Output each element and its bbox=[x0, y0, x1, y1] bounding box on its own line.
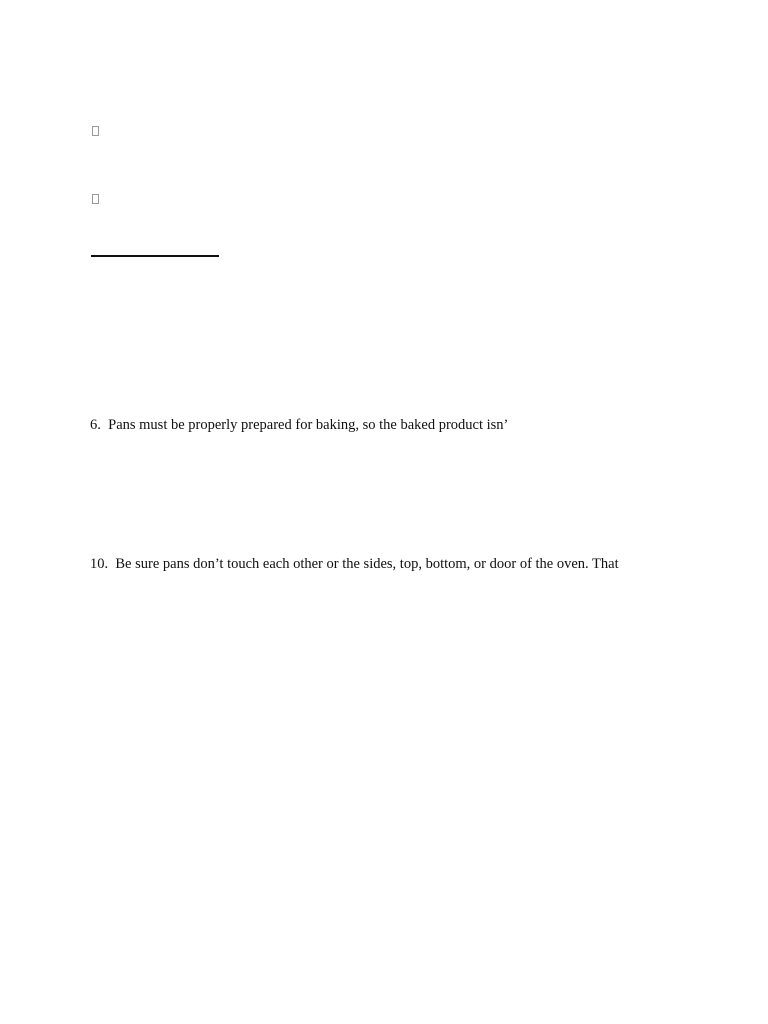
underline-blank-rule bbox=[91, 255, 219, 257]
item-number: 10. bbox=[90, 556, 109, 572]
list-item bbox=[90, 416, 508, 434]
item-text: Be sure pans don’t touch each other or the sides, top, bottom, or door of the oven. That bbox=[115, 556, 619, 572]
list-item bbox=[90, 555, 619, 573]
missing-glyph-box-icon bbox=[92, 194, 99, 204]
missing-glyph-box-icon bbox=[92, 126, 99, 136]
item-text: Pans must be properly prepared for baking, so the baked product isn’ bbox=[108, 417, 509, 433]
item-number: 6. bbox=[90, 417, 101, 433]
